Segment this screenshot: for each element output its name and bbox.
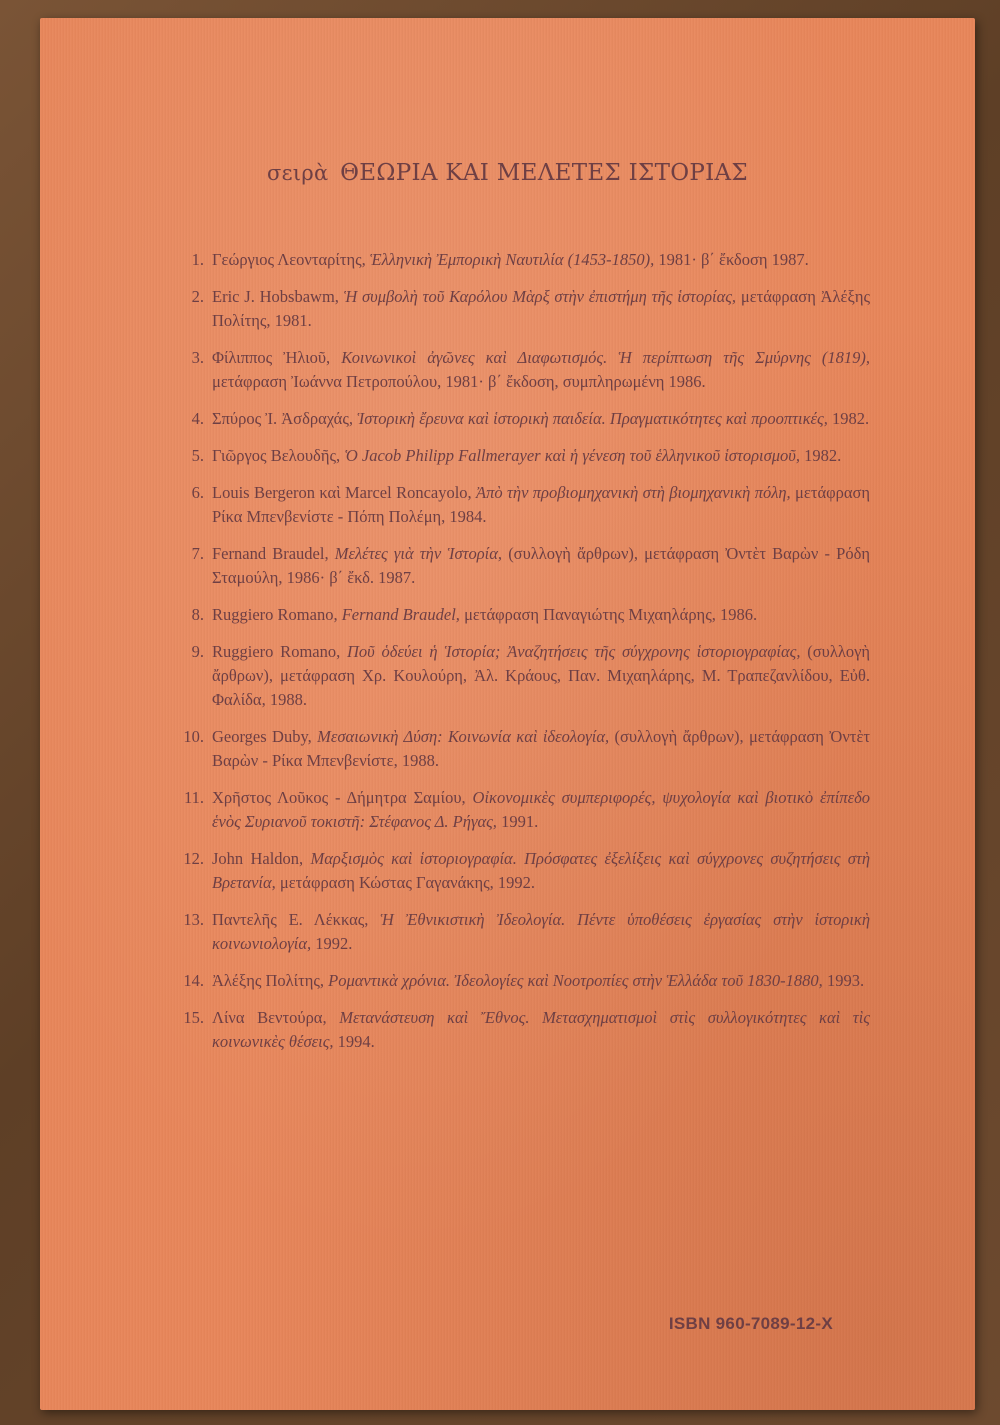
entry-details: (συλλογὴ ἄρθρων), μετάφραση Χρ. Κουλούρη, Ἀλ. Κράους, Παν. Μιχαηλάρης, Μ. Τραπεζανλίδου, Εὐθ. Φαλίδα, 1988. [212,642,870,709]
list-item [170,640,870,712]
list-item [170,786,870,834]
list-item [170,725,870,773]
entry-details: 1982. [804,446,842,465]
book-back-cover [40,18,975,1410]
list-item [170,603,870,627]
entry-author: Λίνα Βεντούρα, [212,1008,327,1027]
entry-details: 1991. [501,812,539,831]
entry-title: Ἡ Ἐθνικιστικὴ Ἰδεολογία. Πέντε ὑποθέσεις ἐργασίας στὴν ἱστορικὴ κοινωνιολογία, [212,910,871,953]
entry-details: 1981· β΄ ἔκδοση 1987. [658,250,809,269]
list-item [170,285,870,333]
list-item [170,1006,870,1054]
entry-author: Φίλιππος Ἠλιοῦ, [212,348,331,367]
entry-title: Ἀπὸ τὴν προβιομηχανικὴ στὴ βιομηχανικὴ πόλη, [476,483,791,502]
entry-author: Παντελῆς Ε. Λέκκας, [212,910,369,929]
entry-title: Ἑλληνικὴ Ἐμπορικὴ Ναυτιλία (1453-1850), [369,250,655,269]
list-item [170,847,870,895]
entry-details: μετάφραση Ἰωάννα Πετροπούλου, 1981· β΄ ἔκδοση, συμπληρωμένη 1986. [212,372,706,391]
entry-details: 1994. [337,1032,375,1051]
entry-number: 13. [183,910,204,929]
entry-title: Μαρξισμὸς καὶ ἱστοριογραφία. Πρόσφατες ἐξελίξεις καὶ σύγχρονες συζητήσεις στὴ Βρετανία, [212,849,871,892]
entry-number: 5. [191,446,204,465]
entry-author: John Haldon, [212,849,304,868]
entry-details: μετάφραση Κώστας Γαγανάκης, 1992. [279,873,536,892]
entry-title: Μετανάστευση καὶ Ἔθνος. Μετασχηματισμοὶ στὶς συλλογικότητες καὶ τὶς κοινωνικὲς θέσεις, [212,1008,870,1051]
list-item [170,444,870,468]
entry-title: Ρομαντικὰ χρόνια. Ἰδεολογίες καὶ Νοοτροπίες στὴν Ἑλλάδα τοῦ 1830-1880, [328,971,823,990]
entry-number: 15. [183,1008,204,1027]
entry-title: Fernand Braudel, [341,605,460,624]
entry-author: Γιῶργος Βελουδῆς, [212,446,341,465]
entry-details: μετάφραση Ρίκα Μπενβενίστε - Πόπη Πολέμη, 1984. [212,483,871,526]
entry-number: 1. [191,250,204,269]
isbn-label: ISBN 960-7089-12-X [668,1314,833,1333]
entry-details: (συλλογὴ ἄρθρων), μετάφραση Ὀντὲτ Βαρὼν - Ρίκα Μπενβενίστε, 1988. [212,727,871,770]
series-name: ΘΕΩΡΙΑ ΚΑΙ ΜΕΛΕΤΕΣ ΙΣΤΟΡΙΑΣ [340,160,748,186]
entry-title: Ποῦ ὁδεύει ἡ Ἱστορία; Ἀναζητήσεις τῆς σύγχρονης ἱστοριογραφίας, [347,642,801,661]
entry-details: (συλλογὴ ἄρθρων), μετάφραση Ὀντὲτ Βαρὼν - Ρόδη Σταμούλη, 1986· β΄ ἔκδ. 1987. [212,544,870,587]
entry-author: Γεώργιος Λεονταρίτης, [212,250,366,269]
entry-details: 1992. [315,934,353,953]
entry-number: 4. [191,409,204,428]
entry-number: 10. [183,727,204,746]
entry-number: 12. [183,849,204,868]
entry-title: Ἱστορικὴ ἔρευνα καὶ ἱστορικὴ παιδεία. Πραγματικότητες καὶ προοπτικές, [357,409,828,428]
list-item [170,542,870,590]
entry-author: Ruggiero Romano, [212,642,341,661]
entry-author: Χρῆστος Λοῦκος - Δήμητρα Σαμίου, [212,788,466,807]
entry-title: Ὁ Jacob Philipp Fallmerayer καὶ ἡ γένεση τοῦ ἑλληνικοῦ ἱστορισμοῦ, [344,446,800,465]
entry-author: Eric J. Hobsbawm, [212,287,339,306]
entry-number: 8. [191,605,204,624]
entry-author: Georges Duby, [212,727,312,746]
entry-title: Μεσαιωνικὴ Δύση: Κοινωνία καὶ ἰδεολογία, [317,727,610,746]
entry-author: Ἀλέξης Πολίτης, [212,971,325,990]
list-item [170,407,870,431]
entry-title: Οἰκονομικὲς συμπεριφορές, ψυχολογία καὶ βιοτικὸ ἐπίπεδο ἑνὸς Συριανοῦ τοκιστῆ: Στέφανος Δ. Ρήγας, [212,788,871,831]
entry-author: Ruggiero Romano, [212,605,338,624]
entry-number: 3. [191,348,204,367]
series-prefix: σειρὰ [266,161,329,185]
entry-title: Κοινωνικοὶ ἀγῶνες καὶ Διαφωτισμός. Ἡ περίπτωση τῆς Σμύρνης (1819), [341,348,871,367]
list-item [170,346,870,394]
entry-number: 2. [191,287,204,306]
list-item [170,969,870,993]
entry-author: Fernand Braudel, [212,544,329,563]
entry-details: 1982. [831,409,870,428]
entry-title: Ἡ συμβολὴ τοῦ Καρόλου Μὰρξ στὴν ἐπιστήμη τῆς ἱστορίας, [343,287,737,306]
entry-number: 11. [183,788,204,807]
entry-number: 14. [183,971,204,990]
entry-details: μετάφραση Ἀλέξης Πολίτης, 1981. [212,287,870,330]
entry-title: Μελέτες γιὰ τὴν Ἱστορία, [334,544,503,563]
book-list [170,248,870,1067]
list-item [170,248,870,272]
entry-author: Σπύρος Ἰ. Ἀσδραχάς, [212,409,353,428]
list-item [170,481,870,529]
entry-number: 6. [191,483,204,502]
entry-number: 9. [191,642,204,661]
entry-details: μετάφραση Παναγιώτης Μιχαηλάρης, 1986. [464,605,758,624]
entry-author: Louis Bergeron καὶ Marcel Roncayolo, [212,483,472,502]
series-title [40,160,975,186]
entry-number: 7. [191,544,204,563]
list-item [170,908,870,956]
entry-details: 1993. [826,971,865,990]
